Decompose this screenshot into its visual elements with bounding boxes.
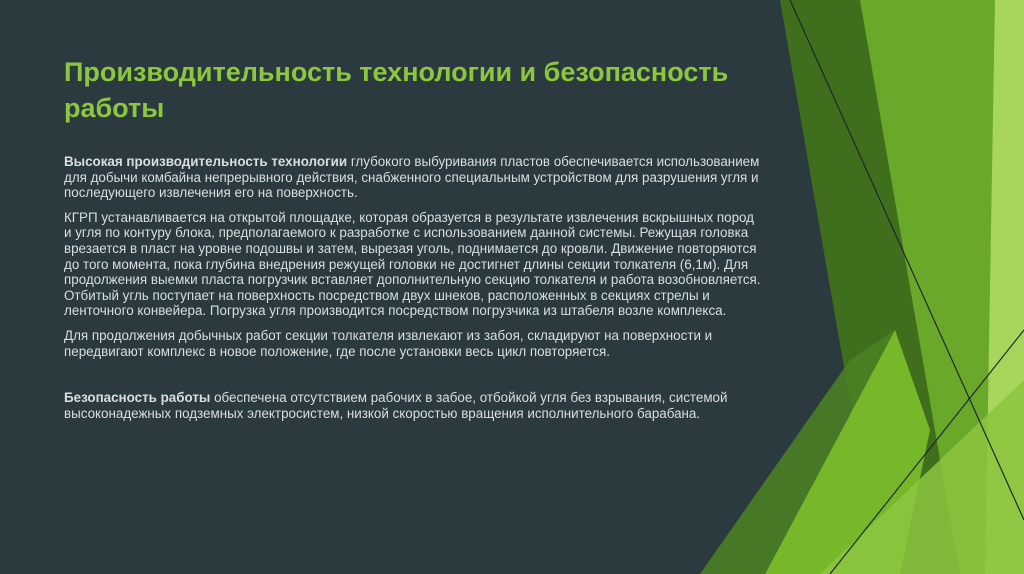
paragraph-text: Для продолжения добычных работ секции толкателя извлекают из забоя, складируют на поверхности и передвигают комплекс в новое положение, где после установки весь цикл повторяется. bbox=[64, 327, 713, 359]
paragraph-continuation bbox=[64, 328, 764, 359]
paragraph-lead: Безопасность работы bbox=[64, 390, 211, 406]
paragraph-safety bbox=[64, 390, 764, 421]
paragraph-productivity bbox=[64, 154, 764, 201]
paragraph-lead: Высокая производительность технологии bbox=[64, 154, 348, 169]
paragraph-kgrp bbox=[64, 210, 764, 319]
paragraph-text: КГРП устанавливается на открытой площадке, которая образуется в результате извлечения вскрышных пород и угля по контуру блока, предполагаемого к разработке с использованием данной системы. Режущая головка врезается в пласт на уровне подошвы и затем, вырезая уголь, поднимается до кровли. Движение повторяются до того момента, пока глубина внедрения режущей головки не достигнет длины секции толкателя (6,1м). Для продолжения выемки пласта погрузчик вставляет дополнительную секцию толкателя и работа возобновляется. Отбитый угль поступает на поверхность посредством двух шнеков, расположенных в секциях стрелы и ленточного конвейера. Погрузка угля производится посредством погрузчика из штабеля возле комплекса. bbox=[64, 209, 761, 319]
paragraph-text: обеспечена отсутствием рабочих в забое, отбойкой угля без взрывания, системой высоконадежных подземных электросистем, низкой скоростью вращения исполнительного барабана. bbox=[64, 390, 728, 421]
slide-title: Производительность технологии и безопасность работы bbox=[64, 57, 729, 123]
paragraph-text: глубокого выбуривания пластов обеспечивается использованием для добычи комбайна непрерывного действия, снабженного специальным устройством для разрушения угля и последующего извлечения его на поверхность. bbox=[64, 154, 760, 201]
slide-body bbox=[64, 154, 764, 430]
